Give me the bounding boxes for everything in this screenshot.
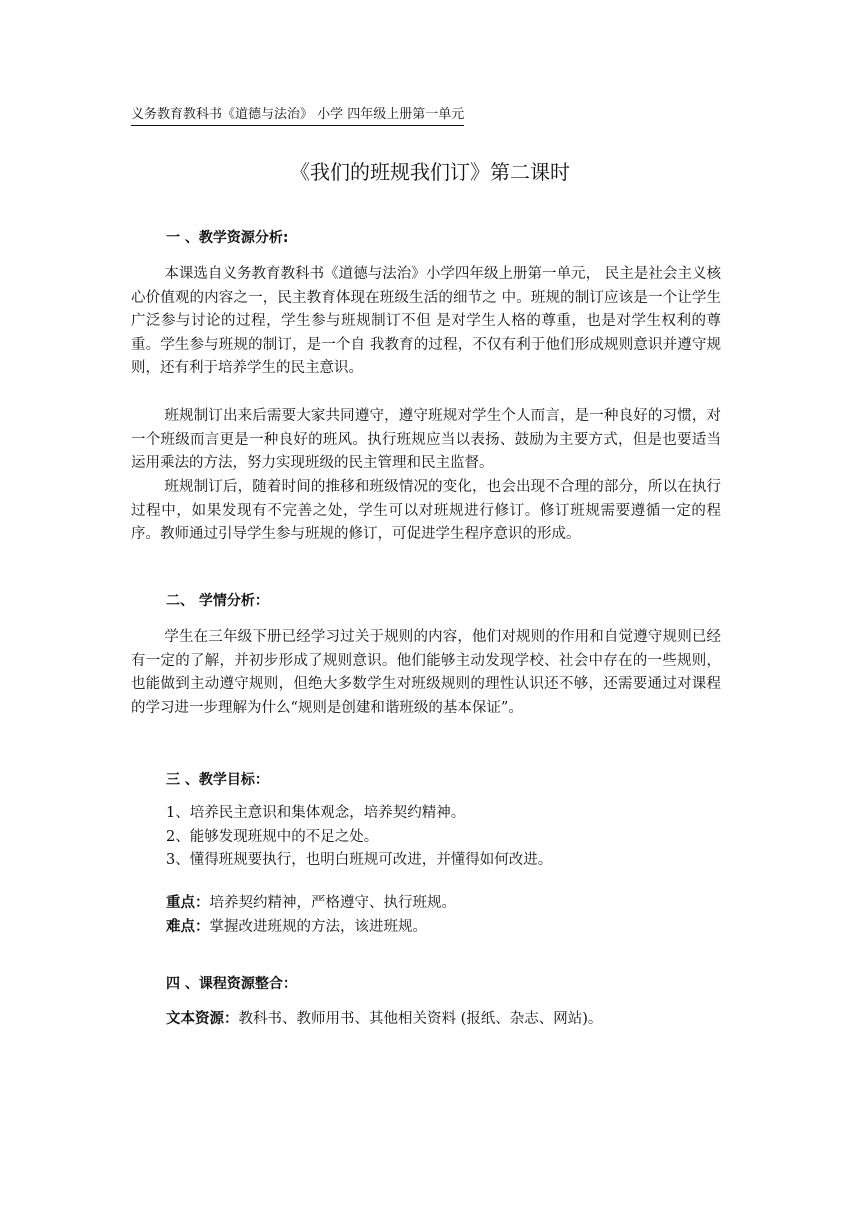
section-heading-student-analysis: 二、 学情分析： bbox=[166, 593, 269, 609]
section-heading-teaching-goals: 三 、教学目标： bbox=[166, 772, 269, 788]
difficulty-text: 掌握改进班规的方法，该进班规。 bbox=[209, 919, 427, 935]
document-header: 义务教育教科书《道德与法治》 小学 四年级上册第一单元 bbox=[131, 106, 464, 126]
goal-item-2: 2、能够发现班规中的不足之处。 bbox=[166, 829, 379, 845]
paragraph-resource-1: 本课选自义务教育教科书《道德与法治》小学四年级上册第一单元， 民主是社会主义核心价值观的内容之一，民主教育体现在班级生活的细节之 中。班规的制订应该是一个让学生广泛参与讨论的过程，学生参与班规制订不但 是对学生人格的尊重，也是对学生权利的尊重。学生参与班规的制订，是一个自 我教育的过程，不仅有利于他们形成规则意识并遵守规则，还有利于培养学生的民主意识。 bbox=[131, 266, 721, 377]
text-resources-text: 教科书、教师用书、其他相关资料 (报纸、杂志、网站)。 bbox=[238, 1011, 603, 1027]
text-resources-label: 文本资源： bbox=[166, 1011, 239, 1027]
page-title: 《我们的班规我们订》第二课时 bbox=[290, 160, 570, 184]
key-point-text: 培养契约精神，严格遵守、执行班规。 bbox=[209, 895, 456, 911]
paragraph-student-analysis: 学生在三年级下册已经学习过关于规则的内容，他们对规则的作用和自觉遵守规则已经有一定的了解，并初步形成了规则意识。他们能够主动发现学校、社会中存在的一些规则，也能做到主动遵守规则，但绝大多数学生对班级规则的理性认识还不够，还需要通过对课程的学习进一步理解为什么“规则是创建和谐班级的基本保证”。 bbox=[131, 629, 721, 716]
goal-item-3: 3、懂得班规要执行，也明白班规可改进，并懂得如何改进。 bbox=[166, 852, 553, 868]
difficulty-line bbox=[166, 916, 427, 940]
text-resources-line bbox=[166, 1008, 602, 1032]
paragraph-resource-3: 班规制订后，随着时间的推移和班级情况的变化，也会出现不合理的部分，所以在执行过程中，如果发现有不完善之处，学生可以对班规进行修订。修订班规需要遵循一定的程序。教师通过引导学生参与班规的修订，可促进学生程序意识的形成。 bbox=[131, 479, 721, 543]
key-point-line bbox=[166, 892, 456, 916]
section-heading-resource-analysis: 一 、教学资源分析: bbox=[166, 230, 289, 246]
difficulty-label: 难点： bbox=[166, 919, 210, 935]
paragraph-resource-2: 班规制订出来后需要大家共同遵守，遵守班规对学生个人而言，是一种良好的习惯，对一个班级而言更是一种良好的班风。执行班规应当以表扬、鼓励为主要方式，但是也要适当运用乘法的方法，努力实现班级的民主管理和民主监督。 bbox=[131, 408, 721, 472]
section-heading-resource-integration: 四 、课程资源整合： bbox=[166, 976, 297, 992]
goal-item-1: 1、培养民主意识和集体观念，培养契约精神。 bbox=[166, 805, 466, 821]
key-point-label: 重点： bbox=[166, 895, 210, 911]
